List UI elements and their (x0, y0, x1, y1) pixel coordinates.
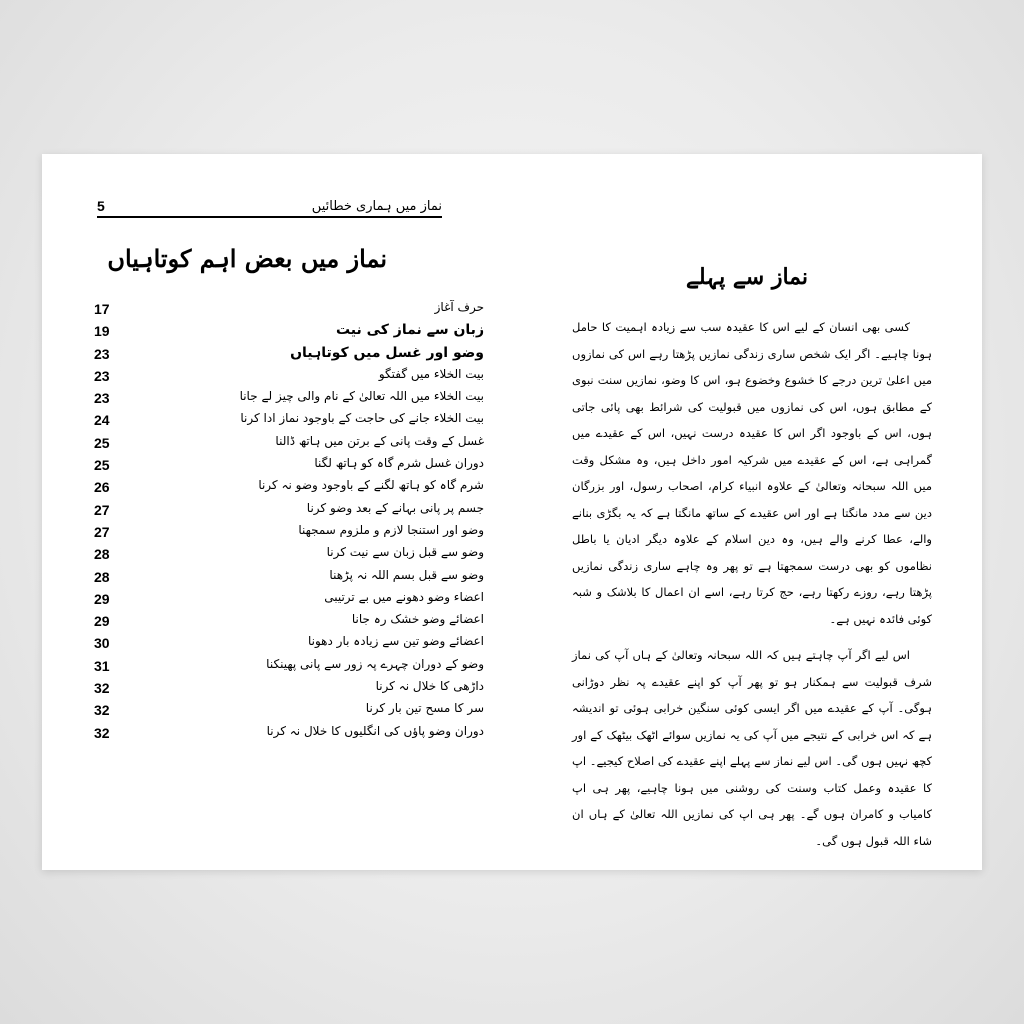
toc-entry (94, 455, 484, 477)
toc-entry (94, 433, 484, 455)
paragraph: اس لیے اگر آپ چاہتے ہیں کہ اللہ سبحانہ وتعالیٰ کے ہاں آپ کی نماز شرف قبولیت سے ہمکنار ہو تو پھر آپ کو اپنے عقیدے پہ نظر دوڑانی ہوگی۔ آپ کے عقیدے میں اگر ایسی کوئی سنگین خرابی ہوئی تو اندیشہ ہے کہ اس خرابی کے نتیجے میں آپ کی یہ نمازیں سوائے اٹھک بیٹھک کے اور کچھ نہیں ہوں گی۔ اس لیے نماز سے پہلے اپنے عقیدے کی اصلاح کیجیے۔ اپ کا عقیدہ وعمل کتاب وسنت کی روشنی میں ہونا چاہیے، پھر ہی اپ کامیاب و کامران ہوں گے۔ پھر ہی اپ کی نمازیں اللہ تعالیٰ کے ہاں ان شاء اللہ قبول ہوں گی۔ (572, 648, 932, 848)
toc-entry (94, 366, 484, 388)
toc-page-number: 26 (94, 479, 110, 496)
toc-page-number: 19 (94, 323, 110, 340)
book-title: نماز میں ہماری خطائیں (311, 199, 442, 214)
toc-page-number: 23 (94, 390, 110, 407)
toc-entry-title: وضو سے قبل زبان سے نیت کرنا (326, 545, 484, 560)
toc-entry-title: داڑھی کا خلال نہ کرنا (375, 679, 484, 694)
toc-page-number: 23 (94, 345, 110, 362)
toc-entry-title: اعضائے وضو تین سے زیادہ بار دھونا (307, 634, 484, 649)
toc-page-number: 29 (94, 590, 110, 607)
toc-entry (94, 567, 484, 589)
toc-entry-title: وضو اور استنجا لازم و ملزوم سمجھنا (298, 522, 484, 537)
toc-page-number: 27 (94, 523, 110, 540)
paragraph: کسی بھی انسان کے لیے اس کا عقیدہ سب سے زیادہ اہمیت کا حامل ہونا چاہیے۔ اگر ایک شخص ساری زندگی نمازیں پڑھتا رہے اس کی نمازوں میں اعلیٰ ترین درجے کا خشوع وخضوع ہو، اس کا وضو، نمازیں سنت نبوی کے مطابق ہوں، اس کی نمازوں میں قبولیت کی شرائط بھی پائی جاتی ہوں، اس کے باوجود اگر اس کا عقیدہ درست نہیں، اس کے عقیدے میں گمراہی ہے، اس کے عقیدے میں شرکیہ امور داخل ہیں، وہ مشکل وقت میں اللہ سبحانہ وتعالیٰ کے علاوہ انبیاء کرام، اصحاب رسول، اور بزرگان دین سے مدد مانگتا ہے اور اس عقیدے کے ساتھ مانگتا ہے کہ یہ بگڑی بنانے والے، عطا کرنے والے ہیں، وہ دین اسلام کے علاوہ دیگر ادیان یا باطل نظاموں کو بھی درست سمجھتا ہے تو پھر وہ چاہے ساری زندگی نمازیں پڑھتا رہے، روزے رکھتا رہے، حج کرتا رہے، اسے ان اعمال کا بلاشک و شبہ کوئی فائدہ نہیں ہے۔ (572, 320, 932, 626)
toc-entry (94, 321, 484, 343)
toc-page-number: 32 (94, 724, 110, 741)
toc-entry-title: وضو سے قبل بسم اللہ نہ پڑھنا (329, 567, 484, 582)
toc-entry (94, 589, 484, 611)
toc-entry (94, 700, 484, 722)
chapter-title: نماز سے پہلے (686, 264, 808, 290)
toc-page-number: 30 (94, 635, 110, 652)
toc-entry-title: دوران غسل شرم گاہ کو ہاتھ لگنا (314, 456, 484, 471)
running-header (97, 192, 442, 218)
toc-entry-title: جسم پر پانی بہانے کے بعد وضو کرنا (306, 500, 484, 515)
toc-entry (94, 544, 484, 566)
toc-entry (94, 344, 484, 366)
toc-entry (94, 656, 484, 678)
toc-entry-title: وضو اور غسل میں کوتاہیاں (290, 344, 484, 361)
toc-page-number: 27 (94, 501, 110, 518)
toc-entry-title: بیت الخلاء میں اللہ تعالیٰ کے نام والی چیز لے جانا (239, 389, 484, 404)
toc-entry (94, 633, 484, 655)
toc-entry-title: بیت الخلاء جانے کی حاجت کے باوجود نماز ادا کرنا (240, 411, 484, 426)
toc-entry-title: دوران وضو پاؤں کی انگلیوں کا خلال نہ کرنا (266, 723, 484, 738)
toc-heading: نماز میں بعض اہم کوتاہیاں (107, 244, 387, 273)
chapter-body (572, 314, 932, 864)
toc-entry (94, 500, 484, 522)
toc-page-number: 23 (94, 367, 110, 384)
table-of-contents (94, 299, 484, 745)
toc-entry (94, 678, 484, 700)
toc-page-number: 28 (94, 568, 110, 585)
toc-entry-title: شرم گاہ کو ہاتھ لگنے کے باوجود وضو نہ کرنا (258, 478, 484, 493)
toc-entry-title: بیت الخلاء میں گفتگو (378, 366, 484, 381)
toc-page-number: 28 (94, 546, 110, 563)
toc-page-number: 32 (94, 702, 110, 719)
toc-entry (94, 611, 484, 633)
right-page (512, 154, 982, 870)
toc-page-number: 25 (94, 457, 110, 474)
toc-page-number: 32 (94, 680, 110, 697)
toc-entry-title: حرف آغاز (434, 300, 484, 314)
toc-entry-title: اعضاء وضو دھونے میں بے ترتیبی (324, 589, 484, 604)
toc-entry (94, 477, 484, 499)
toc-entry-title: اعضائے وضو خشک رہ جانا (351, 612, 484, 627)
toc-entry (94, 723, 484, 745)
toc-entry-title: وضو کے دوران چہرے پہ زور سے پانی پھینکنا (266, 656, 484, 671)
toc-entry (94, 410, 484, 432)
toc-entry (94, 522, 484, 544)
toc-page-number: 24 (94, 412, 110, 429)
toc-entry-title: زبان سے نماز کی نیت (335, 322, 484, 339)
toc-entry-title: غسل کے وقت پانی کے برتن میں ہاتھ ڈالنا (275, 433, 484, 448)
toc-entry (94, 299, 484, 321)
page-number: 5 (97, 198, 105, 214)
toc-page-number: 29 (94, 613, 110, 630)
toc-entry-title: سر کا مسح تین بار کرنا (365, 701, 484, 716)
toc-page-number: 25 (94, 434, 110, 451)
toc-page-number: 17 (94, 301, 110, 317)
toc-page-number: 31 (94, 657, 110, 674)
toc-entry (94, 388, 484, 410)
book-spread (42, 154, 982, 870)
left-page (42, 154, 512, 870)
